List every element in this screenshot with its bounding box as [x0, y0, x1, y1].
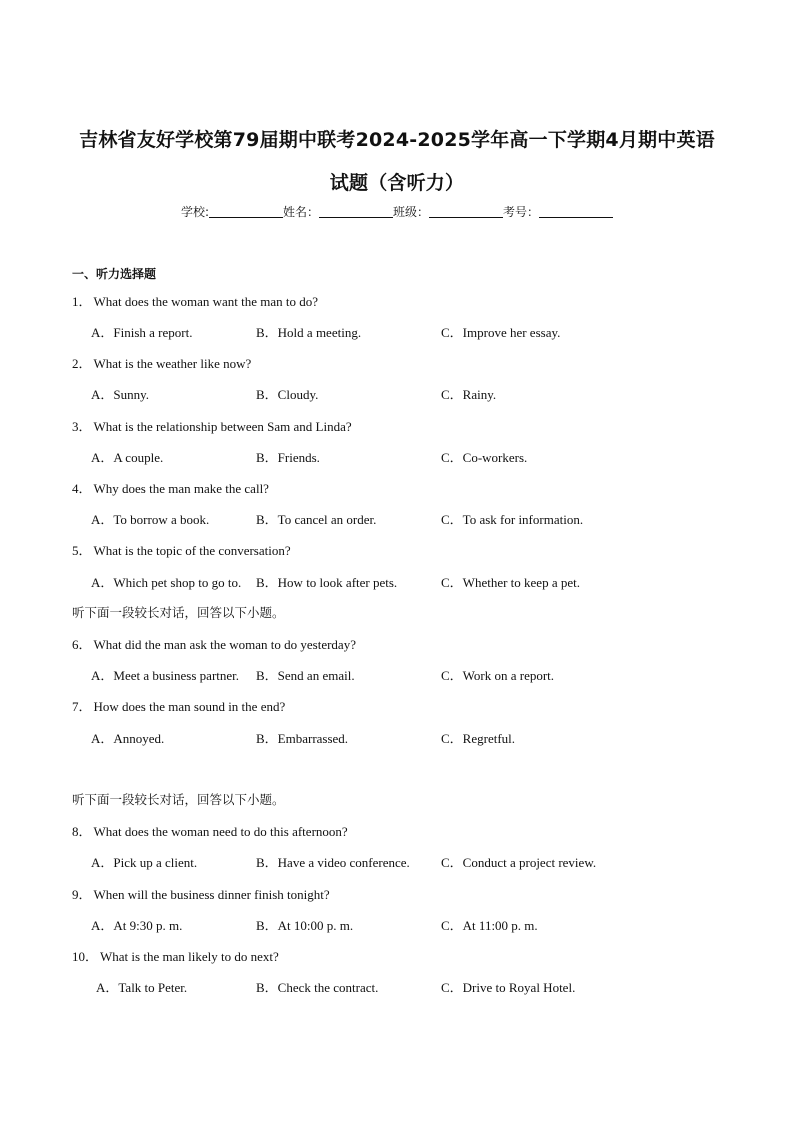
option-a[interactable]: A．Meet a business partner.	[91, 668, 240, 683]
option-a[interactable]: A．Pick up a client.	[91, 855, 198, 870]
question-8	[72, 821, 348, 840]
document-title-continued: 试题（含听力）	[329, 172, 465, 194]
question-text: What is the man likely to do next?	[100, 949, 279, 964]
question-text: What is the relationship between Sam and Linda?	[93, 419, 352, 434]
option-b[interactable]: B．Hold a meeting.	[256, 325, 362, 340]
option-c[interactable]: C．Whether to keep a pet.	[441, 575, 580, 590]
option-b[interactable]: B．Check the contract.	[256, 980, 379, 995]
question-text: What is the topic of the conversation?	[93, 543, 291, 558]
class-label: 班级：	[393, 205, 430, 219]
question-5	[72, 540, 291, 559]
question-10	[72, 946, 279, 965]
question-number: 8．	[72, 824, 92, 839]
option-c[interactable]: C．At 11:00 p. m.	[441, 918, 538, 933]
question-4-options	[91, 509, 691, 527]
option-b[interactable]: B．Have a video conference.	[256, 855, 410, 870]
option-a[interactable]: A．Annoyed.	[91, 731, 165, 746]
question-7	[72, 696, 285, 715]
question-number: 6．	[72, 637, 92, 652]
name-label: 姓名：	[283, 205, 320, 219]
question-number: 10．	[72, 949, 99, 964]
question-text: When will the business dinner finish tonight?	[93, 887, 330, 902]
question-5-options	[91, 572, 691, 590]
question-2-options	[91, 384, 691, 402]
section-title: 一、听力选择题	[72, 267, 157, 281]
class-blank[interactable]	[429, 205, 503, 218]
option-b[interactable]: B．Embarrassed.	[256, 731, 349, 746]
option-a[interactable]: A．Finish a report.	[91, 325, 193, 340]
option-a[interactable]: A．Sunny.	[91, 387, 150, 402]
question-1	[72, 291, 318, 310]
question-2	[72, 353, 251, 372]
option-c[interactable]: C．Co-workers.	[441, 450, 528, 465]
question-1-options	[91, 322, 691, 340]
option-a[interactable]: A．Talk to Peter.	[96, 980, 188, 995]
option-c[interactable]: C．To ask for information.	[441, 512, 584, 527]
question-number: 3．	[72, 419, 92, 434]
question-8-options	[91, 852, 691, 870]
option-c[interactable]: C．Improve her essay.	[441, 325, 561, 340]
document-title: 吉林省友好学校第79届期中联考2024-2025学年高一下学期4月期中英语	[79, 129, 715, 151]
option-b[interactable]: B．Send an email.	[256, 668, 355, 683]
question-number: 1．	[72, 294, 92, 309]
exam-number-label: 考号：	[503, 205, 540, 219]
school-blank[interactable]	[209, 205, 283, 218]
question-text: What is the weather like now?	[93, 356, 252, 371]
option-a[interactable]: A．Which pet shop to go to.	[91, 575, 242, 590]
question-7-options	[91, 728, 691, 746]
option-c[interactable]: C．Drive to Royal Hotel.	[441, 980, 576, 995]
school-label: 学校:	[180, 205, 209, 219]
option-c[interactable]: C．Regretful.	[441, 731, 516, 746]
question-3-options	[91, 447, 691, 465]
question-text: Why does the man make the call?	[93, 481, 269, 496]
option-c[interactable]: C．Work on a report.	[441, 668, 555, 683]
option-a[interactable]: A．At 9:30 p. m.	[91, 918, 183, 933]
option-c[interactable]: C．Rainy.	[441, 387, 497, 402]
question-6	[72, 634, 356, 653]
question-9	[72, 884, 330, 903]
question-text: What did the man ask the woman to do yesterday?	[93, 637, 356, 652]
long-dialogue-instruction: 听下面一段较长对话，回答以下小题。	[72, 605, 285, 620]
option-b[interactable]: B．To cancel an order.	[256, 512, 377, 527]
question-number: 7．	[72, 699, 92, 714]
option-b[interactable]: B．Cloudy.	[256, 387, 319, 402]
name-blank[interactable]	[319, 205, 393, 218]
option-b[interactable]: B．At 10:00 p. m.	[256, 918, 354, 933]
student-info-fields	[0, 203, 794, 220]
question-4	[72, 478, 269, 497]
question-number: 9．	[72, 887, 92, 902]
question-text: What does the woman want the man to do?	[93, 294, 319, 309]
question-text: How does the man sound in the end?	[93, 699, 286, 714]
long-dialogue-instruction: 听下面一段较长对话，回答以下小题。	[72, 792, 285, 807]
question-10-options	[91, 977, 691, 995]
question-6-options	[91, 665, 691, 683]
option-b[interactable]: B．Friends.	[256, 450, 320, 465]
option-b[interactable]: B．How to look after pets.	[256, 575, 398, 590]
question-3	[72, 416, 352, 435]
option-a[interactable]: A．To borrow a book.	[91, 512, 210, 527]
question-number: 4．	[72, 481, 92, 496]
question-number: 2．	[72, 356, 92, 371]
question-text: What does the woman need to do this afternoon?	[93, 824, 348, 839]
exam-number-blank[interactable]	[539, 205, 613, 218]
option-a[interactable]: A．A couple.	[91, 450, 164, 465]
question-number: 5．	[72, 543, 92, 558]
option-c[interactable]: C．Conduct a project review.	[441, 855, 597, 870]
question-9-options	[91, 915, 691, 933]
